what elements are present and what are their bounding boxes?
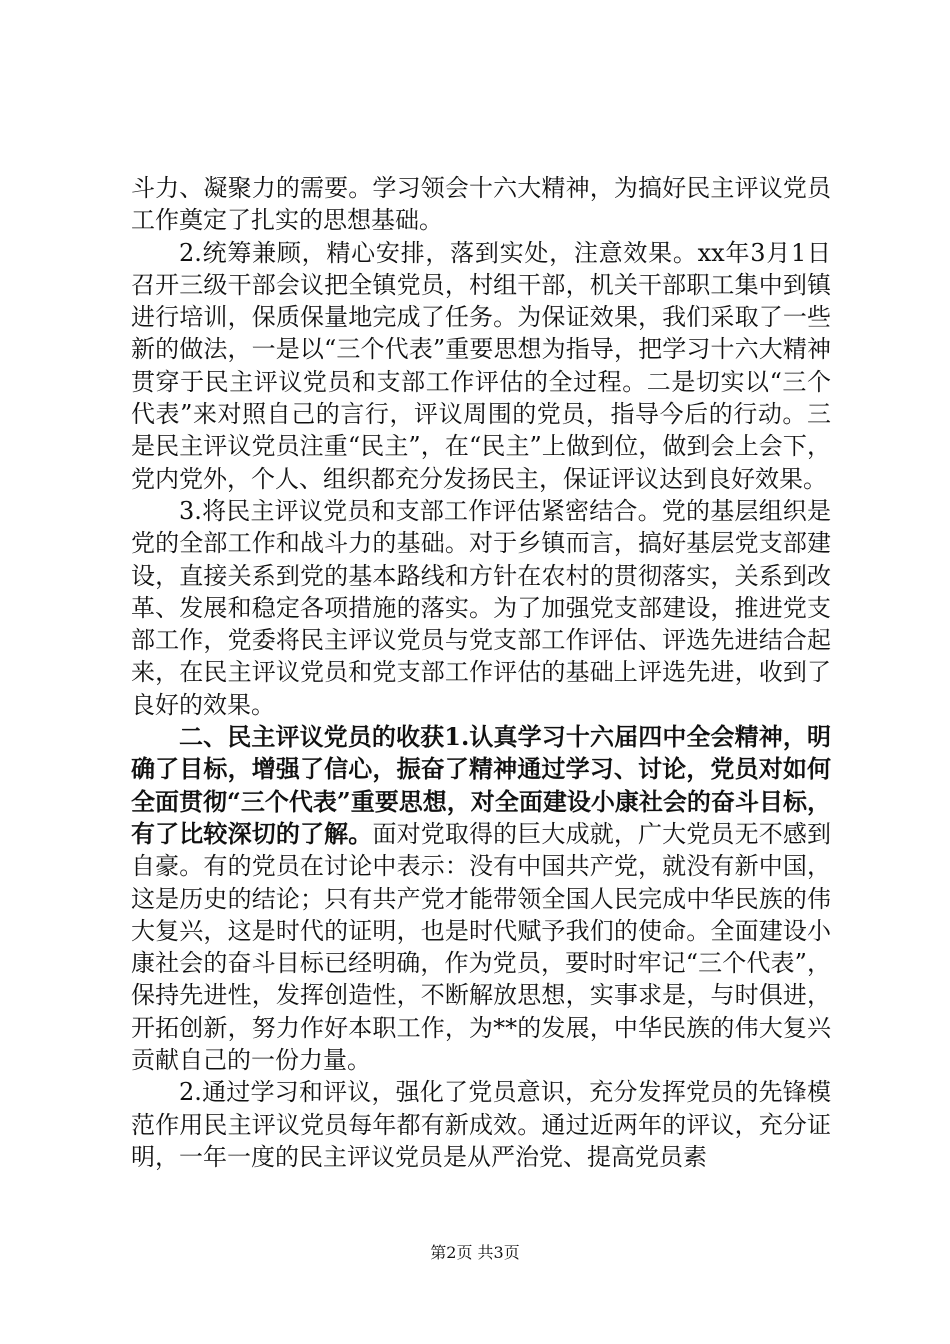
- paragraph-3-text: 3.将民主评议党员和支部工作评估紧密结合。党的基层组织是党的全部工作和战斗力的基础。对于乡镇而言，搞好基层党支部建设，直接关系到党的基本路线和方针在农村的贯彻落实，关系到改革、发展和稳定各项措施的落实。为了加强党支部建设，推进党支部工作，党委将民主评议党员与党支部工作评估、评选先进结合起来，在民主评议党员和党支部工作评估的基础上评选先进，收到了良好的效果。: [131, 496, 831, 719]
- paragraph-2-text: 2.统筹兼顾，精心安排，落到实处，注意效果。xx年3月1日召开三级干部会议把全镇党员，村组干部，机关干部职工集中到镇进行培训，保质保量地完成了任务。为保证效果，我们采取了一些新的做法，一是以“三个代表”重要思想为指导，把学习十六大精神贯穿于民主评议党员和支部工作评估的全过程。二是切实以“三个代表”来对照自己的言行，评议周围的党员，指导今后的行动。三是民主评议党员注重“民主”，在“民主”上做到位，做到会上会下，党内党外，个人、组织都充分发扬民主，保证评议达到良好效果。: [131, 238, 831, 493]
- document-body: [131, 172, 831, 1173]
- section-heading: 二、民主评议党员的收获1.认真学习十六届四中全会精神，明确了目标，增强了信心，振奋了精神通过学习、讨论，党员对如何全面贯彻“三个代表”重要思想，对全面建设小康社会的奋斗目标，有了比较深切的了解。: [131, 722, 831, 848]
- paragraph-2: [131, 237, 831, 495]
- paragraph-4-text: 面对党取得的巨大成就，广大党员无不感到自豪。有的党员在讨论中表示：没有中国共产党，就没有新中国，这是历史的结论；只有共产党才能带领全国人民完成中华民族的伟大复兴，这是时代的证明，也是时代赋予我们的使命。全面建设小康社会的奋斗目标已经明确，作为党员，要时时牢记“三个代表”，保持先进性，发挥创造性，不断解放思想，实事求是，与时俱进，开拓创新，努力作好本职工作，为**的发展，中华民族的伟大复兴贡献自己的一份力量。: [131, 819, 832, 1075]
- paragraph-5: [131, 1076, 831, 1173]
- paragraph-4: [131, 721, 831, 1076]
- paragraph-5-text: 2.通过学习和评议，强化了党员意识，充分发挥党员的先锋模范作用民主评议党员每年都有新成效。通过近两年的评议，充分证明，一年一度的民主评议党员是从严治党、提高党员素: [131, 1078, 831, 1171]
- paragraph-3: [131, 495, 831, 721]
- paragraph-1: [131, 172, 831, 237]
- page-footer: [0, 1243, 950, 1263]
- page-number-label: 第2页 共3页: [430, 1243, 520, 1262]
- paragraph-1-text: 斗力、凝聚力的需要。学习领会十六大精神，为搞好民主评议党员工作奠定了扎实的思想基础。: [131, 174, 831, 235]
